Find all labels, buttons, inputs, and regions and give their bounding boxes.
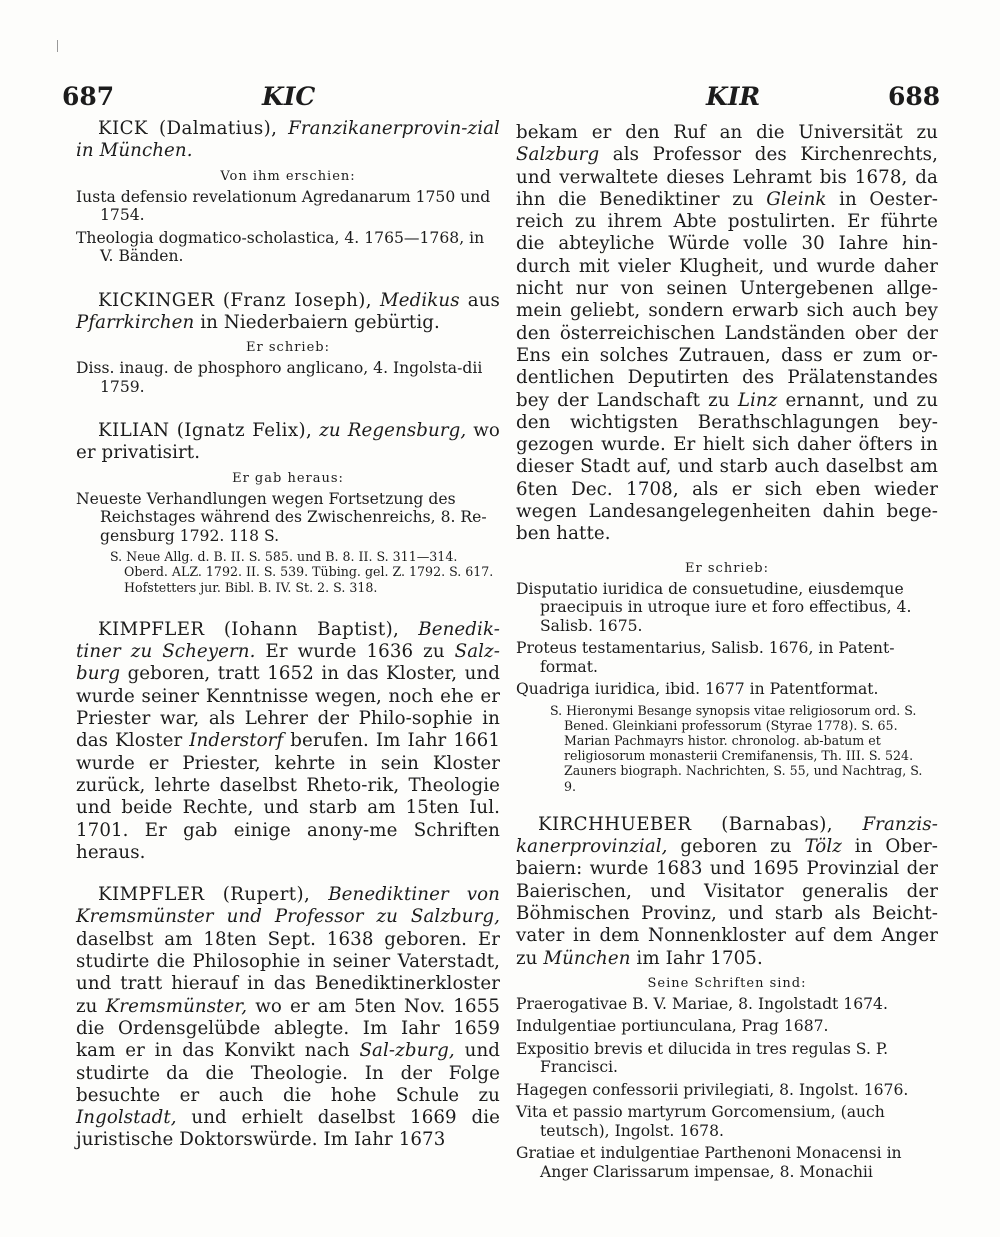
entry-place: Inderstorf — [189, 730, 284, 752]
entry-place: Salzburg — [516, 144, 600, 166]
entry-kirchhueber — [516, 814, 938, 970]
entry-head: KIRCHHUEBER (Barnabas), — [538, 813, 833, 835]
entry-head: KICKINGER (Franz Ioseph), — [98, 289, 372, 311]
entry-place: Pfarrkirchen — [76, 311, 195, 333]
work-item: Iusta defensio revelationum Agredanarum 1750 und 1754. — [76, 187, 491, 225]
subheading: Er schrieb: — [246, 340, 330, 356]
entry-place: zu Regensburg, — [319, 420, 467, 442]
entry-head: KIMPFLER (Rupert), — [98, 884, 311, 906]
entry-title: Benediktiner von Kremsmünster und Professor zu Salzburg, — [76, 884, 500, 928]
entry-title: Medikus — [380, 289, 460, 311]
reference-note: S. Hieronymi Besange synopsis vitae religiosorum ord. S. Bened. Gleinkiani professorum (Styrae 1778). S. 65. Marian Pachmayrs histor. chronolog. ab-batum et religiosorum monasterii Cremifanensis, Th. III. S. 524. Zauners biograph. Nachrichten, S. 55, und Nachtrag, S. 9. — [550, 702, 923, 794]
entry-place: Sal-zburg, — [359, 1040, 455, 1062]
page-number-left: 687 — [62, 82, 115, 111]
entry-text: bekam er den Ruf an die Universität zu — [516, 122, 938, 143]
work-item: Neueste Verhandlungen wegen Fortsetzung des Reichstages während des Zwischenreichs, 8. Re-gensburg 1792. 118 S. — [76, 489, 487, 545]
entry-title: Franzis-kanerprovinzial, — [516, 813, 938, 858]
entry-text: geboren, tratt 1652 in das Kloster, und wurde seiner Kenntnisse wegen, noch ehe er Priester war, als Lehrer der Philo-sophie in das Kloster — [76, 663, 500, 752]
entry-text: Er wurde 1636 zu — [265, 641, 445, 663]
entry-text: als Professor des Kirchenrechts, und verwaltete dieses Lehramt bis 1678, da ihn die Benediktiner zu — [516, 144, 938, 210]
entry-text: berufen. Im Iahr 1661 wurde er Priester, kehrte in sein Kloster zurück, lehrte daselbst Rheto-rik, Theologie und beide Rechte, und starb am 15ten Iul. 1701. Er gab einige anony-me Schriften heraus. — [76, 730, 500, 863]
entry-place: Salz-burg — [76, 641, 500, 685]
work-item: Disputatio iuridica de consuetudine, eiusdemque praecipuis in utroque iure et foro effectibus, 4. Salisb. 1675. — [516, 579, 912, 635]
entry-kimpfler-johann — [76, 619, 500, 864]
running-head-right: KIR — [706, 82, 761, 111]
work-item: Praerogativae B. V. Mariae, 8. Ingolstadt 1674. — [516, 994, 888, 1013]
entry-text: in Oester-reich zu ihrem Abte postulirten. Er führte die abteyliche Würde volle 30 Iahre hin-durch mit vieler Klugheit, und wurde daher nicht nur von seinen Untergebenen allge-mein geliebt, sondern erwarb sich auch bey den österreichischen Landständen ober der Ens ein solches Zutrauen, dass er zum or-dentlichen Deputirten des Prälatenstandes bey der Landschaft zu — [516, 188, 938, 411]
entry-head: KICK (Dalmatius), — [98, 118, 278, 139]
subheading: Seine Schriften sind: — [647, 975, 807, 991]
entry-text: ernannt, und zu den wichtigsten Berathschlagungen bey-gezogen wurde. Er hielt sich daher öfters in dieser Stadt auf, und starb auch daselbst am 6ten Dec. 1708, als er sich eben wieder wegen Landesangelegenheiten dahin bege-ben hatte. — [516, 389, 939, 545]
entry-kimpfler-rupert-continued — [516, 122, 938, 546]
entry-place: Ingolstadt, — [76, 1107, 177, 1129]
margin-mark — [57, 40, 58, 52]
entry-head: KILIAN (Ignatz Felix), — [98, 420, 313, 442]
work-item: Quadriga iuridica, ibid. 1677 in Patentformat. — [516, 680, 879, 699]
left-column — [76, 118, 500, 1152]
entry-text: daselbst am 18ten Sept. 1638 geboren. Er studirte die Philosophie in seiner Vaterstadt, und tratt hierauf in das Benediktinerkloster zu — [76, 928, 500, 1017]
entry-kimpfler-rupert — [76, 884, 500, 1152]
entry-text: und erhielt daselbst 1669 die juristische Doktorswürde. Im Iahr 1673 — [76, 1107, 500, 1151]
running-head-left: KIC — [262, 82, 316, 111]
entry-title: Franzikanerprovin-zial in München. — [76, 118, 500, 162]
entry-place: München — [543, 947, 631, 969]
reference-note: S. Neue Allg. d. B. II. S. 585. und B. 8. II. S. 311—314. Oberd. ALZ. 1792. II. S. 539. Tübing. gel. Z. 1792. S. 617. Hofstetters jur. Bibl. B. IV. St. 2. S. 318. — [110, 549, 494, 595]
entry-place: Linz — [737, 389, 778, 411]
work-item: Indulgentiae portiunculana, Prag 1687. — [516, 1017, 829, 1036]
work-item: Gratiae et indulgentiae Parthenoni Monacensi in Anger Clarissarum impensae, 8. Monachii — [516, 1144, 902, 1181]
work-item: Diss. inaug. de phosphoro anglicano, 4. Ingolsta-dii 1759. — [76, 359, 483, 396]
right-column — [516, 122, 938, 1185]
entry-text: wo er privatisirt. — [76, 420, 500, 464]
entry-text: in Ober-baiern: wurde 1683 und 1695 Provinzial der Baierischen, und Visitator generalis der Böhmischen Provinz, und starb als Beicht-vater in dem Nonnenkloster auf dem Anger zu — [516, 836, 938, 969]
entry-text: aus — [467, 289, 500, 311]
subheading: Von ihm erschien: — [220, 168, 356, 184]
entry-text: geboren zu — [680, 836, 792, 858]
work-item: Expositio brevis et dilucida in tres regulas S. P. Francisci. — [516, 1039, 889, 1077]
entry-place: Gleink — [766, 188, 827, 210]
entry-kickinger — [76, 290, 500, 335]
entry-head: KIMPFLER (Iohann Baptist), — [98, 618, 400, 640]
page-number-right: 688 — [888, 82, 941, 111]
work-item: Proteus testamentarius, Salisb. 1676, in Patent-format. — [516, 639, 895, 676]
work-item: Hagegen confessorii privilegiati, 8. Ingolst. 1676. — [516, 1080, 909, 1099]
entry-kilian — [76, 420, 500, 465]
entry-text: im Iahr 1705. — [636, 947, 763, 969]
entry-text: und studirte da die Theologie. In der Folge besuchte er auch die hohe Schule zu — [76, 1040, 500, 1106]
subheading: Er gab heraus: — [232, 470, 344, 486]
entry-place: Tölz — [804, 836, 842, 858]
entry-kick — [76, 118, 500, 163]
subheading: Er schrieb: — [685, 560, 769, 576]
entry-text: in Niederbaiern gebürtig. — [200, 311, 440, 333]
work-item: Theologia dogmatico-scholastica, 4. 1765—1768, in V. Bänden. — [76, 228, 485, 266]
entry-title: Benedik-tiner zu Scheyern. — [76, 618, 500, 663]
entry-place: Kremsmünster, — [105, 995, 248, 1017]
entry-text: wo er am 5ten Nov. 1655 die Ordensgelübde ablegte. Im Iahr 1659 kam er in das Konvikt nach — [76, 995, 500, 1062]
work-item: Vita et passio martyrum Gorcomensium, (auch teutsch), Ingolst. 1678. — [516, 1103, 885, 1140]
